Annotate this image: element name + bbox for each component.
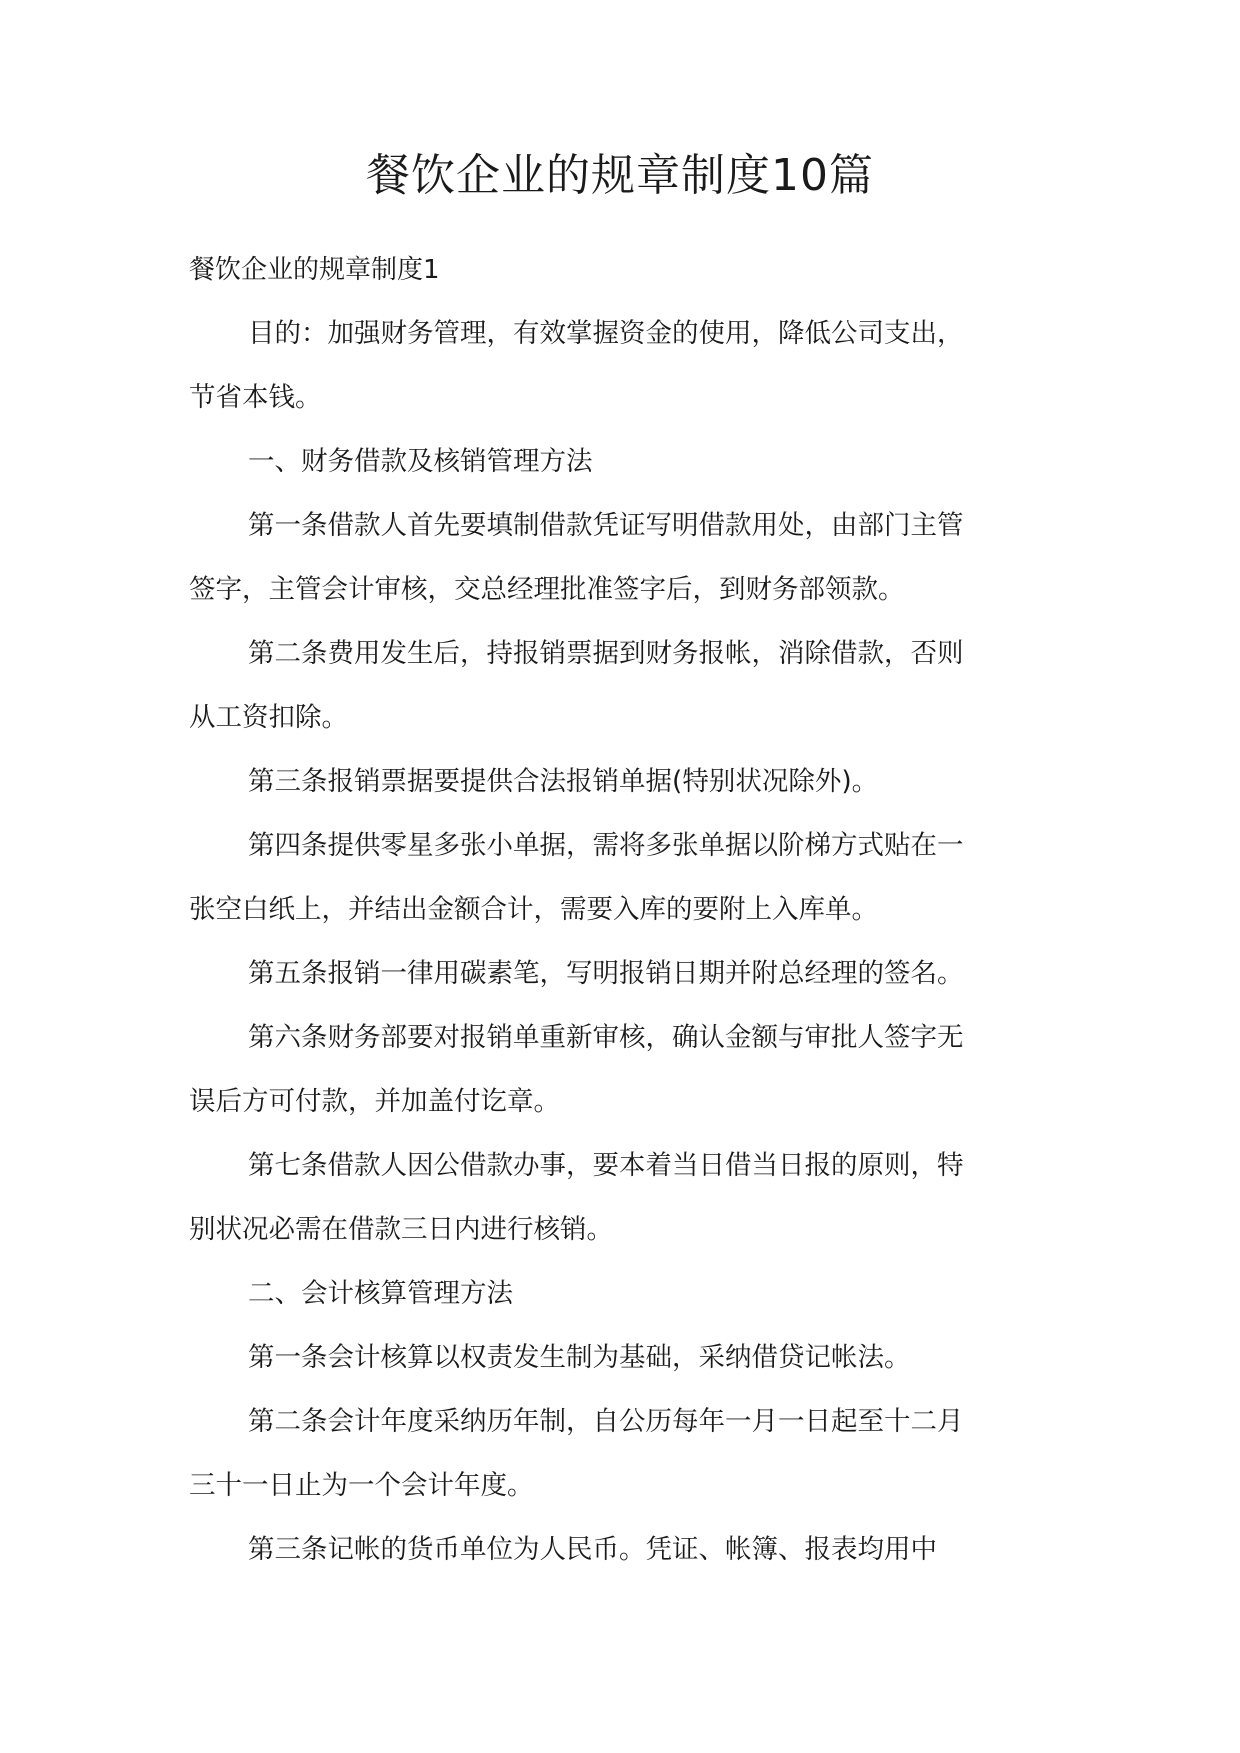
paragraph-line: 第三条记帐的货币单位为人民币。凭证、帐簿、报表均用中 [248,1534,937,1565]
paragraph-line: 第二条费用发生后，持报销票据到财务报帐，消除借款，否则 [248,638,964,669]
paragraph-line: 第一条会计核算以权责发生制为基础，采纳借贷记帐法。 [248,1342,911,1373]
paragraph-line: 第一条借款人首先要填制借款凭证写明借款用处，由部门主管 [248,510,964,541]
paragraph-line: 从工资扣除。 [189,702,348,733]
paragraph-line: 别状况必需在借款三日内进行核销。 [189,1214,613,1245]
paragraph-line: 二、会计核算管理方法 [248,1278,513,1309]
paragraph-line: 第三条报销票据要提供合法报销单据(特别状况除外)。 [248,766,879,797]
paragraph-line: 张空白纸上，并结出金额合计，需要入库的要附上入库单。 [189,894,878,925]
paragraph-line: 签字，主管会计审核，交总经理批准签字后，到财务部领款。 [189,574,905,605]
paragraph-line: 节省本钱。 [189,382,322,413]
paragraph-line: 第六条财务部要对报销单重新审核，确认金额与审批人签字无 [248,1022,964,1053]
section-heading: 餐饮企业的规章制度1 [189,255,440,285]
paragraph-line: 第七条借款人因公借款办事，要本着当日借当日报的原则，特 [248,1150,964,1181]
document-title: 餐饮企业的规章制度10篇 [366,150,874,201]
paragraph-line: 一、财务借款及核销管理方法 [248,446,593,477]
paragraph-line: 第二条会计年度采纳历年制，自公历每年一月一日起至十二月 [248,1406,964,1437]
paragraph-line: 第五条报销一律用碳素笔，写明报销日期并附总经理的签名。 [248,958,964,989]
paragraph-line: 第四条提供零星多张小单据，需将多张单据以阶梯方式贴在一 [248,830,964,861]
paragraph-line: 目的：加强财务管理，有效掌握资金的使用，降低公司支出， [248,318,964,349]
paragraph-line: 三十一日止为一个会计年度。 [189,1470,534,1501]
paragraph-line: 误后方可付款，并加盖付讫章。 [189,1086,560,1117]
